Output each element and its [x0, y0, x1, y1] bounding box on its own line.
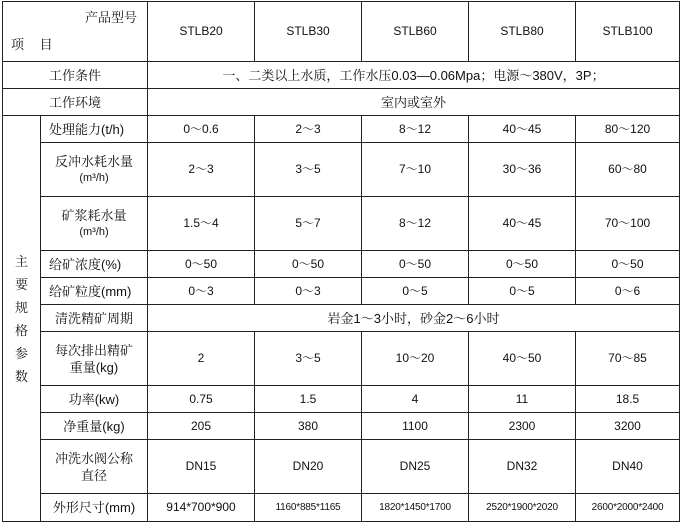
- value-cell: 30～36: [469, 143, 576, 197]
- value-cell: 2～3: [255, 116, 362, 143]
- main-spec-group-label: 主 要 规 格 参 数: [3, 116, 41, 522]
- row-label: 给矿浓度(%): [41, 251, 148, 278]
- spec-row: [3, 332, 680, 386]
- value-cell: DN25: [362, 440, 469, 494]
- value-cell: 2300: [469, 413, 576, 440]
- row-label: 冲洗水阀公称 直径: [41, 440, 148, 494]
- item-header-label: 项 目: [11, 37, 59, 52]
- value-cell: 8～12: [362, 116, 469, 143]
- model-header: STLB20: [148, 2, 255, 62]
- model-header: STLB60: [362, 2, 469, 62]
- value-cell: 3～5: [255, 143, 362, 197]
- cleaning-label: 清洗精矿周期: [41, 305, 148, 332]
- value-cell: 0～5: [469, 278, 576, 305]
- value-cell: 0.75: [148, 386, 255, 413]
- value-cell: 70～100: [576, 197, 680, 251]
- environment-value: 室内或室外: [148, 89, 680, 116]
- value-cell: 1160*885*1165: [255, 494, 362, 522]
- spec-row: [3, 251, 680, 278]
- value-cell: 2: [148, 332, 255, 386]
- value-cell: 2520*1900*2020: [469, 494, 576, 522]
- value-cell: 18.5: [576, 386, 680, 413]
- model-header-label: 产品型号: [84, 10, 137, 25]
- value-cell: 8～12: [362, 197, 469, 251]
- value-cell: 5～7: [255, 197, 362, 251]
- value-cell: 2600*2000*2400: [576, 494, 680, 522]
- value-cell: 0～3: [255, 278, 362, 305]
- value-cell: 914*700*900: [148, 494, 255, 522]
- spec-row: [3, 413, 680, 440]
- value-cell: 0～50: [362, 251, 469, 278]
- value-cell: 80～120: [576, 116, 680, 143]
- row-label: 净重量(kg): [41, 413, 148, 440]
- value-cell: 0～50: [576, 251, 680, 278]
- value-cell: 11: [469, 386, 576, 413]
- conditions-row: [3, 62, 680, 89]
- environment-row: [3, 89, 680, 116]
- model-header: STLB30: [255, 2, 362, 62]
- spec-row: [3, 440, 680, 494]
- value-cell: 3～5: [255, 332, 362, 386]
- value-cell: 70～85: [576, 332, 680, 386]
- value-cell: 7～10: [362, 143, 469, 197]
- value-cell: DN15: [148, 440, 255, 494]
- value-cell: DN32: [469, 440, 576, 494]
- value-cell: 40～45: [469, 116, 576, 143]
- value-cell: 1100: [362, 413, 469, 440]
- value-cell: 60～80: [576, 143, 680, 197]
- dimensions-label: 外形尺寸(mm): [41, 494, 148, 522]
- value-cell: 0～0.6: [148, 116, 255, 143]
- value-cell: 0～50: [469, 251, 576, 278]
- header-corner-cell: [3, 2, 148, 62]
- product-spec-table: [2, 1, 680, 522]
- value-cell: 1.5～4: [148, 197, 255, 251]
- value-cell: 10～20: [362, 332, 469, 386]
- value-cell: 1820*1450*1700: [362, 494, 469, 522]
- value-cell: 0～50: [255, 251, 362, 278]
- dimensions-row: [3, 494, 680, 522]
- spec-row: [3, 116, 680, 143]
- header-row: [3, 2, 680, 62]
- model-header: STLB100: [576, 2, 680, 62]
- row-label: 给矿粒度(mm): [41, 278, 148, 305]
- value-cell: 4: [362, 386, 469, 413]
- row-label: 反冲水耗水量 (m³/h): [41, 143, 148, 197]
- row-label: 每次排出精矿 重量(kg): [41, 332, 148, 386]
- value-cell: 3200: [576, 413, 680, 440]
- spec-row: [3, 386, 680, 413]
- conditions-value: 一、二类以上水质，工作水压0.03—0.06Mpa；电源～380V，3P；: [148, 62, 680, 89]
- value-cell: DN40: [576, 440, 680, 494]
- value-cell: 205: [148, 413, 255, 440]
- conditions-label: 工作条件: [3, 62, 148, 89]
- row-label: 矿浆耗水量 (m³/h): [41, 197, 148, 251]
- environment-label: 工作环境: [3, 89, 148, 116]
- value-cell: 1.5: [255, 386, 362, 413]
- value-cell: DN20: [255, 440, 362, 494]
- value-cell: 40～45: [469, 197, 576, 251]
- cleaning-value: 岩金1～3小时，砂金2～6小时: [148, 305, 680, 332]
- value-cell: 0～50: [148, 251, 255, 278]
- model-header: STLB80: [469, 2, 576, 62]
- value-cell: 380: [255, 413, 362, 440]
- value-cell: 0～3: [148, 278, 255, 305]
- value-cell: 2～3: [148, 143, 255, 197]
- value-cell: 40～50: [469, 332, 576, 386]
- spec-row: [3, 197, 680, 251]
- row-label: 功率(kw): [41, 386, 148, 413]
- cleaning-row: [3, 305, 680, 332]
- spec-row: [3, 143, 680, 197]
- row-label: 处理能力(t/h): [41, 116, 148, 143]
- value-cell: 0～5: [362, 278, 469, 305]
- spec-row: [3, 278, 680, 305]
- value-cell: 0～6: [576, 278, 680, 305]
